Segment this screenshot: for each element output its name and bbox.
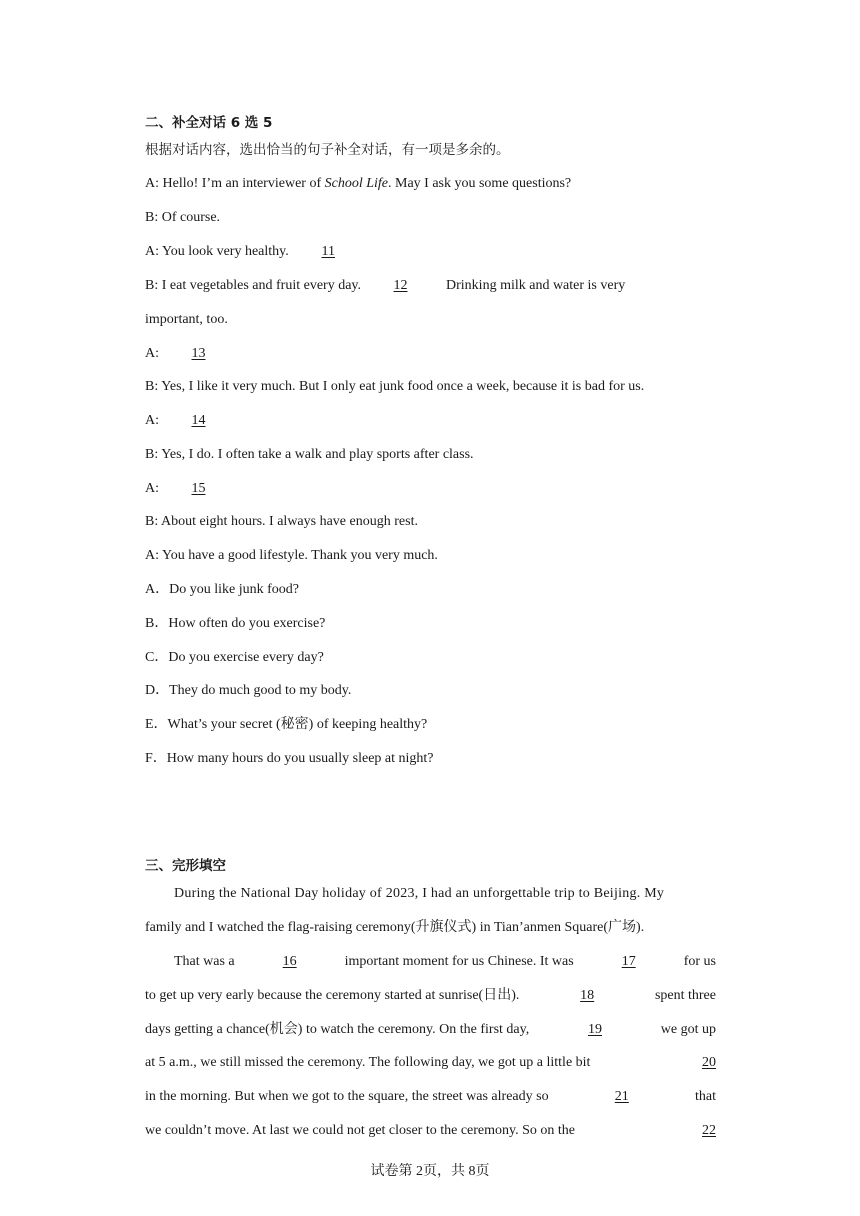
passage-line-2: family and I watched the flag-raising ceremony(升旗仪式) in Tian’anmen Square(广场).: [145, 920, 645, 935]
section-heading-dialogue: 二、补全对话 6 选 5: [145, 115, 273, 131]
passage-text: for us: [683, 954, 716, 969]
dialogue-line-a2: [145, 243, 364, 261]
passage-line-3: [174, 953, 716, 971]
answer-blank-16[interactable]: 16: [282, 954, 297, 969]
option-e: E．What’s your secret (秘密) of keeping healthy?: [145, 717, 428, 732]
dialogue-line-b5: B: About eight hours. I always have enough rest.: [145, 514, 418, 529]
passage-text: That was a: [174, 954, 235, 969]
passage-line-5: [145, 1021, 716, 1039]
answer-blank-21[interactable]: 21: [614, 1089, 629, 1104]
passage-line-6: [145, 1054, 716, 1072]
dialogue-line-a1: [145, 175, 571, 193]
passage-text: important moment for us Chinese. It was: [344, 954, 574, 969]
page-footer: 试卷第 2页，共 8页: [370, 1164, 490, 1179]
passage-text: we got up: [660, 1022, 716, 1037]
dialogue-line-b3: B: Yes, I like it very much. But I only eat junk food once a week, because it is bad for us.: [145, 379, 645, 394]
passage-text: to get up very early because the ceremony started at sunrise(日出).: [145, 988, 520, 1003]
passage-text: During the National Day holiday of 2023, I had an unforgettable trip to Beijing. My: [174, 886, 665, 901]
passage-text: in the morning. But when we got to the square, the street was already so: [145, 1089, 549, 1104]
dialogue-line-a6: A: You have a good lifestyle. Thank you very much.: [145, 548, 438, 563]
option-b: B．How often do you exercise?: [145, 616, 326, 631]
section-instruction: 根据对话内容，选出恰当的句子补全对话，有一项是多余的。: [145, 142, 510, 158]
dialogue-line-a5: [145, 480, 235, 498]
dialogue-line-b2-continued: important, too.: [145, 312, 228, 327]
speaker-label: A:: [145, 481, 159, 496]
dialogue-text: . May I ask you some questions?: [388, 176, 572, 191]
answer-blank-14[interactable]: 14: [191, 413, 206, 428]
answer-blank-19[interactable]: 19: [588, 1022, 602, 1037]
option-a: A．Do you like junk food?: [145, 582, 299, 597]
dialogue-text: B: I eat vegetables and fruit every day.: [145, 278, 362, 293]
passage-line-8: [145, 1122, 716, 1140]
answer-blank-17[interactable]: 17: [621, 954, 636, 969]
option-c: C．Do you exercise every day?: [145, 650, 324, 665]
passage-line-4: [145, 987, 716, 1005]
speaker-label: A:: [145, 413, 159, 428]
answer-blank-22[interactable]: 22: [702, 1123, 716, 1138]
passage-line-7: [145, 1088, 716, 1106]
dialogue-line-a4: [145, 412, 235, 430]
answer-blank-11[interactable]: 11: [321, 244, 335, 259]
dialogue-text: A: You look very healthy.: [145, 244, 289, 259]
dialogue-line-a3: [145, 345, 235, 363]
passage-line-1: [174, 885, 716, 903]
magazine-title: School Life: [324, 176, 388, 191]
passage-text: we couldn’t move. At last we could not get closer to the ceremony. So on the: [145, 1123, 576, 1138]
answer-blank-12[interactable]: 12: [393, 278, 408, 293]
passage-text: that: [694, 1089, 716, 1104]
dialogue-line-b4: B: Yes, I do. I often take a walk and play sports after class.: [145, 447, 474, 462]
section-heading-cloze: 三、完形填空: [145, 858, 226, 874]
option-d: D．They do much good to my body.: [145, 683, 352, 698]
dialogue-text: A: Hello! I’m an interviewer of: [145, 176, 325, 191]
answer-blank-18[interactable]: 18: [580, 988, 595, 1003]
dialogue-line-b2: [145, 277, 625, 295]
answer-blank-20[interactable]: 20: [702, 1055, 716, 1070]
speaker-label: A:: [145, 346, 159, 361]
answer-blank-13[interactable]: 13: [191, 346, 206, 361]
passage-text: at 5 a.m., we still missed the ceremony. The following day, we got up a little bit: [145, 1055, 591, 1070]
passage-text: spent three: [654, 988, 716, 1003]
dialogue-line-b1: B: Of course.: [145, 210, 221, 225]
passage-text: days getting a chance(机会) to watch the ceremony. On the first day,: [145, 1022, 530, 1037]
answer-blank-15[interactable]: 15: [191, 481, 206, 496]
option-f: F．How many hours do you usually sleep at night?: [145, 751, 434, 766]
dialogue-text: Drinking milk and water is very: [446, 278, 626, 293]
